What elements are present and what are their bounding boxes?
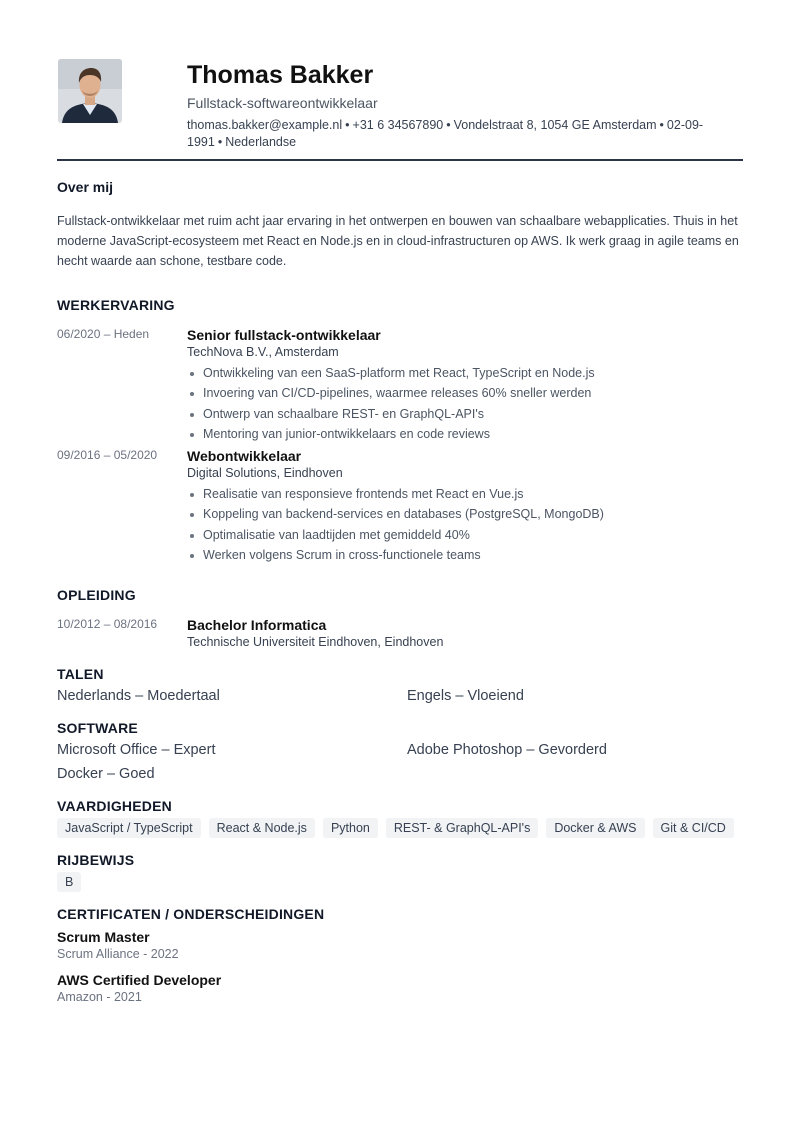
entry-title: Webontwikkelaar (187, 448, 302, 465)
bullet-item: Realisatie van responsieve frontends met React en Vue.js (187, 484, 743, 504)
languages-title: TALEN (57, 666, 104, 683)
skill-chip: React & Node.js (209, 818, 315, 838)
software-title: SOFTWARE (57, 720, 138, 737)
education-title: OPLEIDING (57, 587, 136, 604)
entry-organization: Technische Universiteit Eindhoven, Eindhoven (187, 635, 444, 650)
certificate-item (57, 971, 743, 1005)
experience-list (57, 326, 743, 565)
license-title: RIJBEWIJS (57, 852, 135, 869)
experience-entry (57, 326, 743, 444)
skills-title: VAARDIGHEDEN (57, 798, 172, 815)
bullet-item: Ontwerp van schaalbare REST- en GraphQL-API's (187, 404, 743, 424)
job-title: Fullstack-softwareontwikkelaar (187, 95, 378, 111)
entry-title: Senior fullstack-ontwikkelaar (187, 327, 381, 343)
contact-line (187, 117, 743, 151)
software-item: Docker – Goed (57, 766, 155, 783)
entry-bullets (187, 363, 743, 444)
skill-chip: Python (323, 818, 378, 838)
about-title: Over mij (57, 179, 114, 195)
profile-photo (58, 59, 122, 123)
experience-title: WERKERVARING (57, 297, 175, 313)
resume-page (57, 58, 743, 1005)
entry-organization: Digital Solutions, Eindhoven (187, 466, 343, 481)
experience-entry (57, 447, 743, 565)
certificates-title: CERTIFICATEN / ONDERSCHEIDINGEN (57, 906, 325, 923)
resume-header (57, 58, 743, 160)
software-list (57, 741, 743, 784)
bullet-item: Ontwikkeling van een SaaS-platform met React, TypeScript en Node.js (187, 363, 743, 383)
language-item: Nederlands – Moedertaal (57, 688, 220, 705)
person-name: Thomas Bakker (187, 61, 374, 89)
education-entry (57, 616, 743, 650)
entry-date: 06/2020 – Heden (57, 327, 150, 341)
bullet-item: Mentoring van junior-ontwikkelaars en code reviews (187, 424, 743, 444)
bullet-item: Werken volgens Scrum in cross-functionele teams (187, 545, 743, 565)
separator: • (446, 118, 451, 132)
entry-title: Bachelor Informatica (187, 617, 327, 634)
entry-date: 10/2012 – 08/2016 (57, 617, 158, 632)
skills-list (57, 818, 743, 838)
skill-chip: JavaScript / TypeScript (57, 818, 201, 838)
entry-organization: TechNova B.V., Amsterdam (187, 345, 339, 359)
certificate-issuer: Amazon - 2021 (57, 990, 142, 1005)
nationality-text: Nederlandse (225, 135, 297, 149)
bullet-item: Invoering van CI/CD-pipelines, waarmee releases 60% sneller werden (187, 383, 743, 403)
certificate-name: Scrum Master (57, 929, 150, 946)
birthdate-text: 02-09-1991 (187, 118, 704, 149)
header-divider (57, 159, 743, 161)
email-text: thomas.bakker@example.nl (187, 118, 343, 132)
separator: • (217, 135, 223, 149)
bullet-item: Koppeling van backend-services en databases (PostgreSQL, MongoDB) (187, 504, 743, 524)
software-item: Microsoft Office – Expert (57, 742, 216, 759)
entry-date: 09/2016 – 05/2020 (57, 448, 158, 463)
software-item: Adobe Photoshop – Gevorderd (407, 742, 607, 759)
skill-chip: REST- & GraphQL-API's (386, 818, 538, 838)
skill-chip: Git & CI/CD (653, 818, 734, 838)
phone-text: +31 6 34567890 (352, 118, 444, 132)
bullet-item: Optimalisatie van laadtijden met gemiddeld 40% (187, 525, 743, 545)
certificate-item (57, 928, 743, 962)
skill-chip: Docker & AWS (546, 818, 644, 838)
header-text (187, 58, 743, 151)
language-item: Engels – Vloeiend (407, 688, 524, 705)
profile-photo-image (58, 59, 122, 123)
license-chip: B (57, 872, 81, 892)
address-text: Vondelstraat 8, 1054 GE Amsterdam (453, 118, 657, 132)
certificate-name: AWS Certified Developer (57, 972, 222, 989)
entry-bullets (187, 484, 743, 565)
separator: • (345, 118, 350, 132)
license-list (57, 872, 743, 892)
languages-list (57, 687, 743, 706)
separator: • (659, 118, 664, 132)
certificate-issuer: Scrum Alliance - 2022 (57, 947, 179, 962)
about-text: Fullstack-ontwikkelaar met ruim acht jaar ervaring in het ontwerpen en bouwen van schaalbare webapplicaties. Thuis in het moderne JavaScript-ecosysteem met React en Node.js en in cloud-infrastructuren op AWS. Ik werk graag in agile teams en hecht waarde aan schone, testbare code. (57, 214, 739, 268)
